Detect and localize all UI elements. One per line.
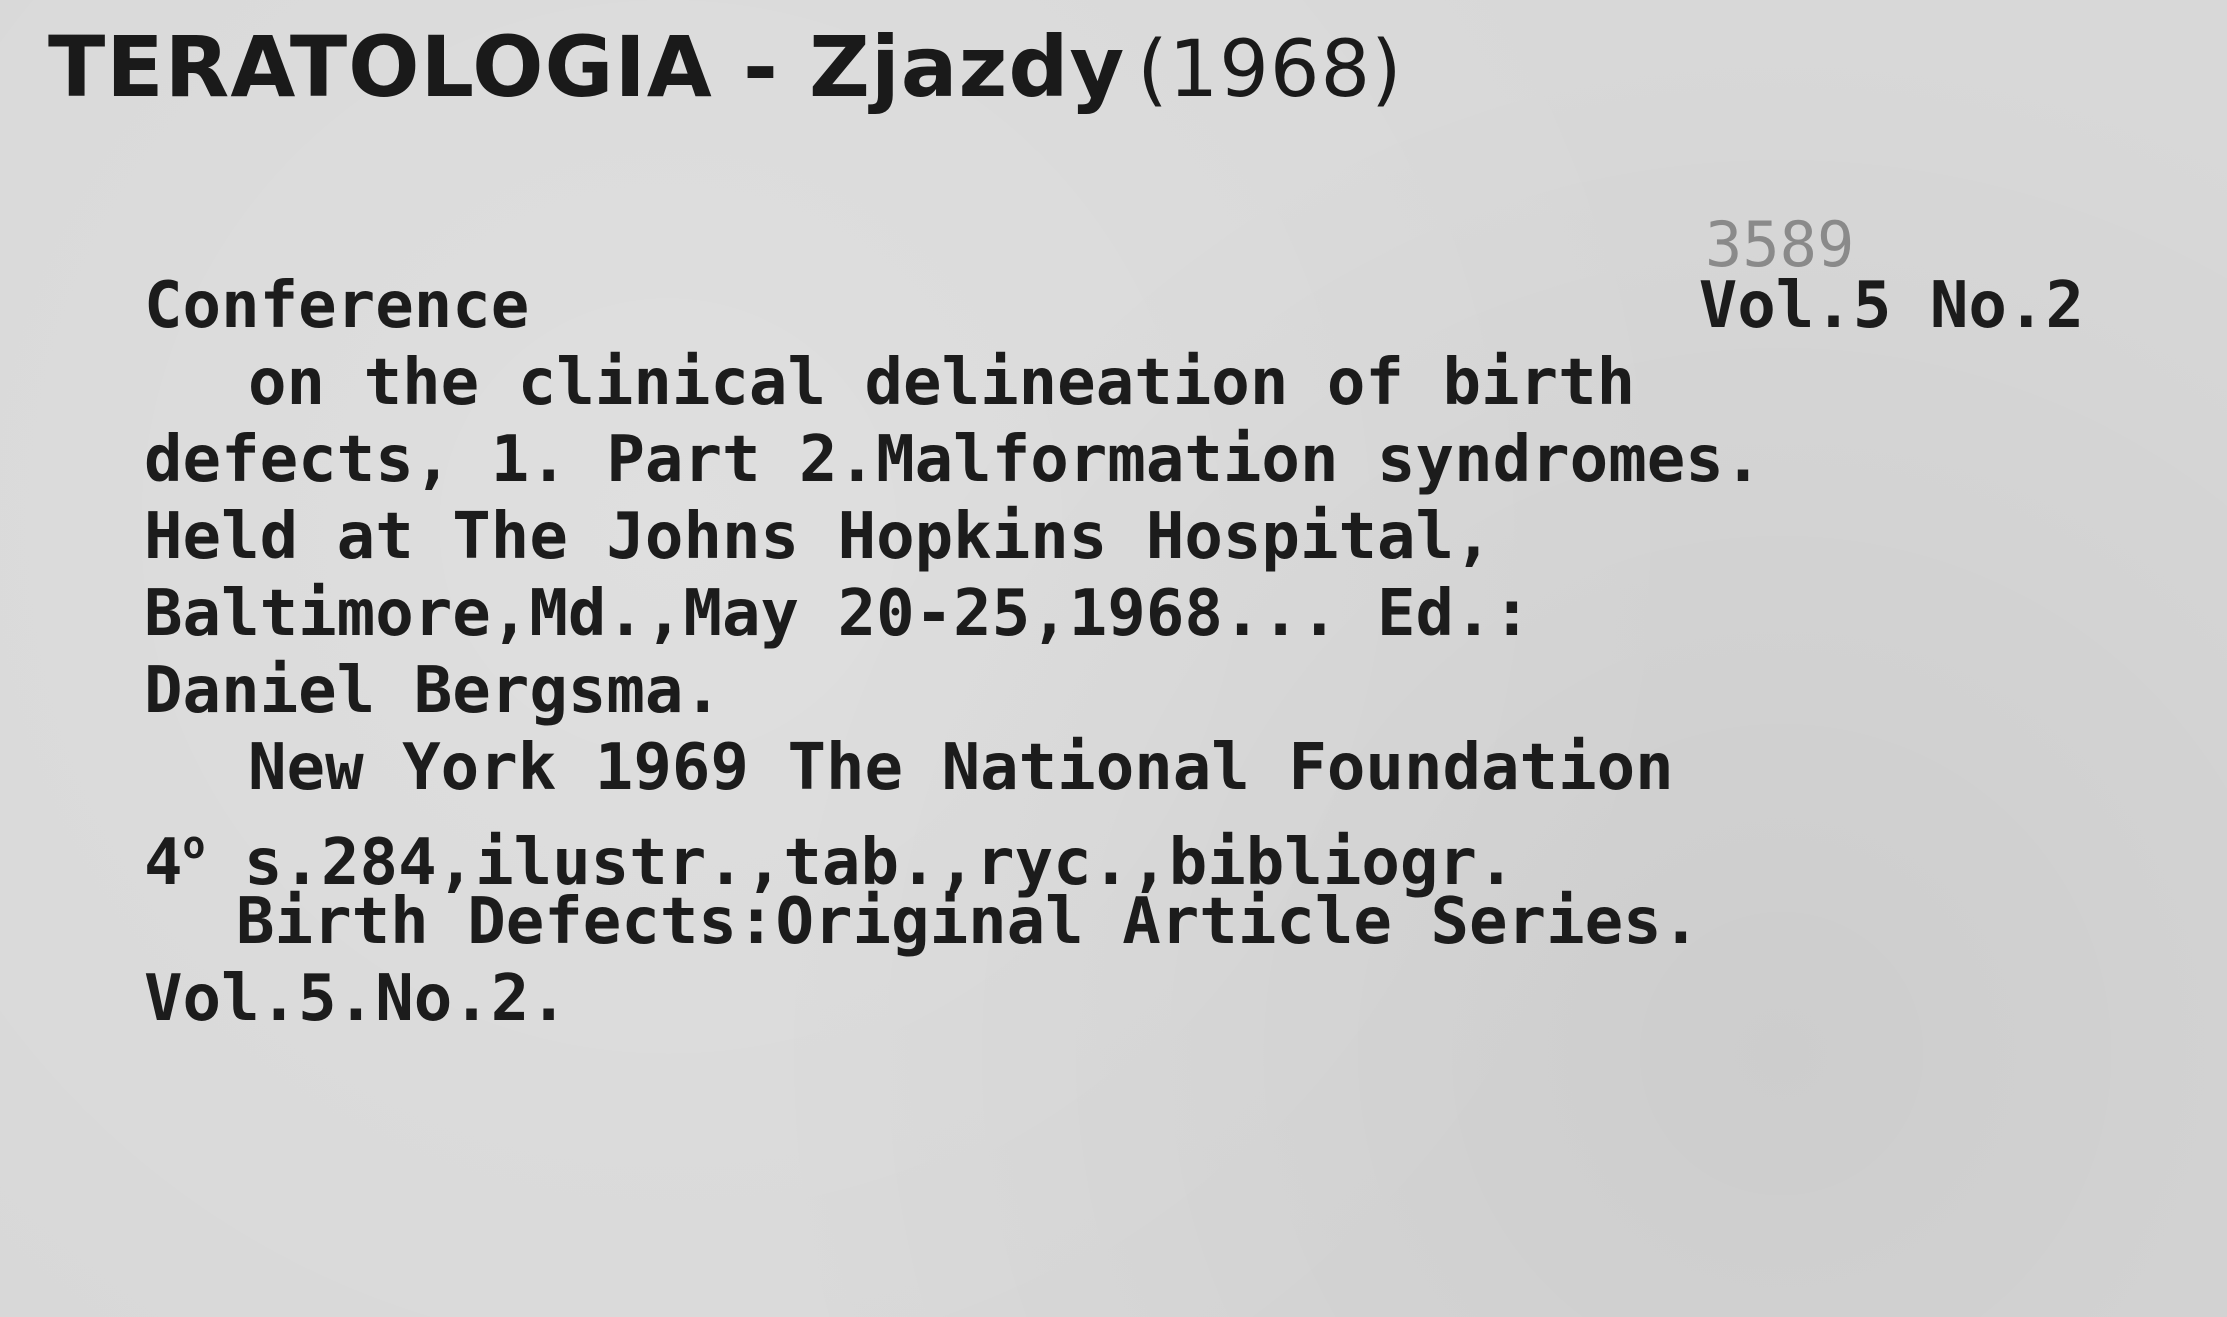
format-number: 4 [144,826,183,900]
card-body [144,268,2164,1038]
card-heading [48,18,1403,116]
heading-subject: TERATOLOGIA - Zjazdy [48,18,1126,116]
format-details: s.284,ilustr.,tab.,ryc.,bibliogr. [205,826,1516,900]
shelfmark-number: 3589 [1705,208,1855,281]
format-degree: o [182,823,206,867]
title-word: Conference [144,269,530,343]
editor-line: Daniel Bergsma. [144,654,722,728]
title-line-4: Baltimore,Md.,May 20-25,1968... Ed.: [144,577,1532,651]
volume-number: Vol.5 No.2 [1698,269,2084,343]
title-row [144,268,2084,345]
imprint-line: New York 1969 The National Foundation [248,731,1674,805]
title-line-2: defects, 1. Part 2.Malformation syndromes. [144,423,1763,497]
heading-year: (1968) [1137,25,1403,115]
series-line: Birth Defects:Original Article Series. [236,885,1701,959]
title-line-1: on the clinical delineation of birth [248,346,1636,420]
series-volume-line: Vol.5.No.2. [144,962,568,1036]
title-line-3: Held at The Johns Hopkins Hospital, [144,500,1493,574]
physical-description-line [144,807,2164,900]
